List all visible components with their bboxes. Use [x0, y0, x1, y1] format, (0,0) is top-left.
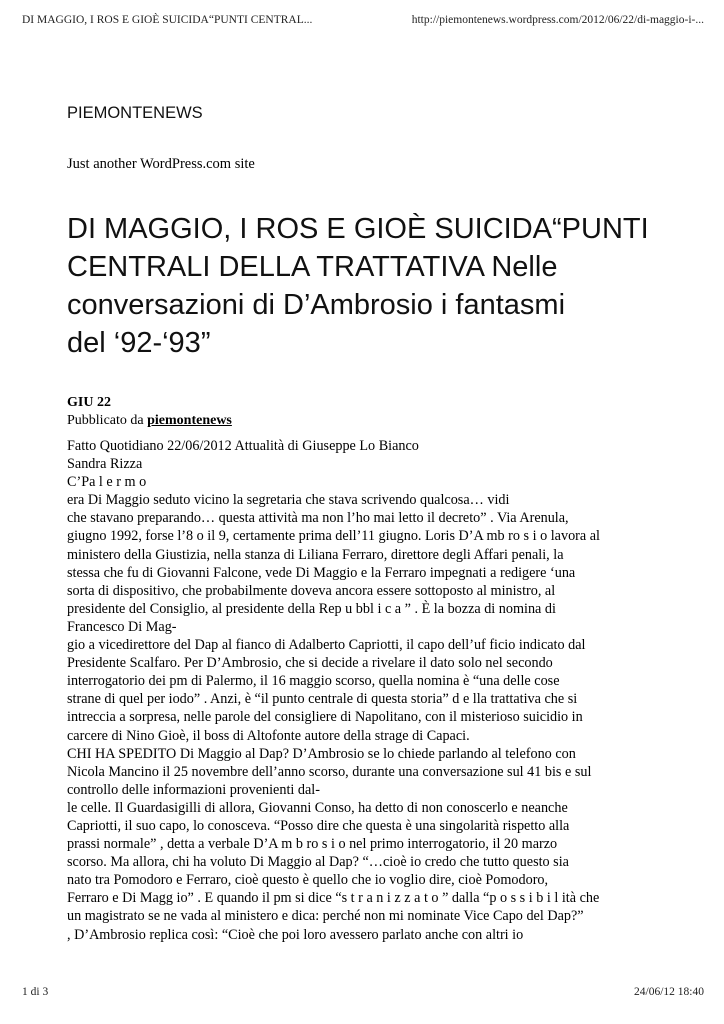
body-line: presidente del Consiglio, al presidente della Rep u bbl i c a ” . È la bozza di nomina di	[67, 600, 556, 617]
post-body	[67, 437, 717, 944]
body-line: che stavano preparando… questa attività ma non l’ho mai letto il decreto” . Via Arenula,	[67, 510, 569, 527]
author-link[interactable]: piemontenews	[147, 413, 232, 428]
site-title[interactable]: PIEMONTENEWS	[67, 104, 203, 122]
body-line: , D’Ambrosio replica così: “Cioè che poi loro avessero parlato anche con altri io	[67, 926, 524, 943]
body-line: un magistrato se ne vada al ministero e dica: perché non mi nominate Vice Capo del Dap?”	[67, 908, 584, 925]
body-line: ministero della Giustizia, nella stanza di Liliana Ferraro, direttore degli Affari penali, la	[67, 546, 564, 563]
body-line: Fatto Quotidiano 22/06/2012 Attualità di Giuseppe Lo Bianco	[67, 438, 419, 454]
body-line: prassi normale” , detta a verbale D’A m b ro s i o nel primo interrogatorio, il 20 marzo	[67, 836, 558, 853]
body-line: Sandra Rizza	[67, 456, 143, 473]
body-line: Nicola Mancino il 25 novembre dell’anno scorso, durante una conversazione sul 41 bis e sul	[67, 763, 592, 780]
post-title	[67, 210, 697, 362]
body-line: Capriotti, il suo capo, lo conosceva. “Posso dire che questa è una singolarità rispetto alla	[67, 817, 570, 834]
post-meta	[67, 394, 232, 430]
body-line: gio a vicedirettore del Dap al fianco di Adalberto Capriotti, il capo dell’uf ficio indicato dal	[67, 637, 586, 654]
body-line: stessa che fu di Giovanni Falcone, vede Di Maggio e la Ferraro impegnati a redigere ‘una	[67, 564, 576, 581]
body-line: interrogatorio dei pm di Palermo, il 16 maggio scorso, quella nomina è “una delle cose	[67, 673, 560, 690]
body-line: le celle. Il Guardasigilli di allora, Giovanni Conso, ha detto di non conoscerlo e neanche	[67, 799, 568, 816]
body-line: nato tra Pomodoro e Ferraro, cioè questo è quello che io voglio dire, cioè Pomodoro,	[67, 872, 549, 889]
body-line: giugno 1992, forse l’8 o il 9, certamente prima dell’11 giugno. Loris D’A mb ro s i o lavora al	[67, 528, 600, 545]
body-line: strane di quel per iodo” . Anzi, è “il punto centrale di questa storia” d e lla trattativa che si	[67, 691, 578, 708]
post-date: GIU 22	[67, 395, 111, 410]
published-by-label: Pubblicato da	[67, 413, 144, 428]
post-byline	[67, 412, 232, 430]
print-header	[22, 14, 704, 26]
body-line: controllo delle informazioni provenienti dal-	[67, 781, 320, 798]
body-line: CHI HA SPEDITO Di Maggio al Dap? D’Ambrosio se lo chiede parlando al telefono con	[67, 745, 576, 762]
post-title-line: CENTRALI DELLA TRATTATIVA Nelle	[67, 251, 558, 283]
post-title-line: DI MAGGIO, I ROS E GIOÈ SUICIDA“PUNTI	[67, 213, 649, 245]
body-line: scorso. Ma allora, chi ha voluto Di Maggio al Dap? “…cioè io credo che tutto questo sia	[67, 854, 569, 871]
body-line: C’Pa l e r m o	[67, 474, 147, 491]
body-line: Presidente Scalfaro. Per D’Ambrosio, che si decide a rivelare il dato solo nel secondo	[67, 655, 553, 672]
page-number: 1 di 3	[22, 986, 49, 998]
body-line: carcere di Nino Gioè, il boss di Altofonte autore della strage di Capaci.	[67, 727, 470, 744]
body-line: era Di Maggio seduto vicino la segretaria che stava scrivendo qualcosa… vidi	[67, 492, 510, 509]
post-title-line: del ‘92-‘93”	[67, 327, 211, 359]
print-timestamp: 24/06/12 18:40	[634, 986, 704, 998]
print-header-title: DI MAGGIO, I ROS E GIOÈ SUICIDA“PUNTI CENTRAL...	[22, 14, 313, 26]
body-line: intreccia a sorpresa, nelle parole del consigliere di Napolitano, con il misterioso suicidio in	[67, 709, 583, 726]
post-title-line: conversazioni di D’Ambrosio i fantasmi	[67, 289, 566, 321]
body-line: Francesco Di Mag-	[67, 618, 177, 635]
print-header-url: http://piemontenews.wordpress.com/2012/06/22/di-maggio-i-...	[411, 14, 704, 26]
print-footer	[22, 986, 704, 998]
body-line: Ferraro e Di Magg io” . E quando il pm si dice “s t r a n i z z a t o ” dalla “p o s s i b i l ità che	[67, 890, 600, 907]
body-line: sorta di dispositivo, che probabilmente doveva ancora essere sottoposto al ministro, al	[67, 582, 556, 599]
site-tagline: Just another WordPress.com site	[67, 156, 255, 172]
